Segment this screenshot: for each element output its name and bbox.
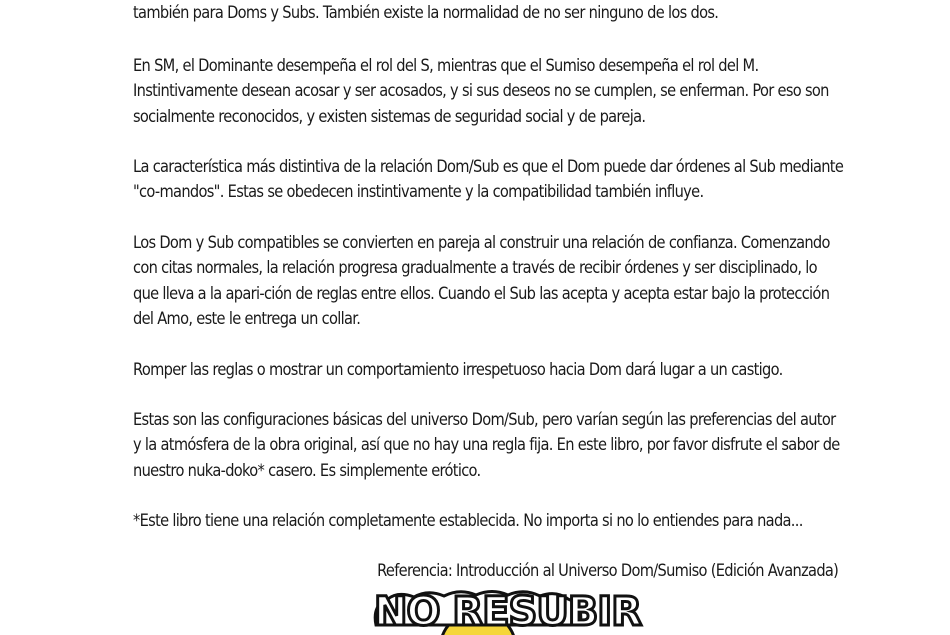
paragraph-text: *Este libro tiene una relación completamente establecida. No importa si no lo entiendes para nada... bbox=[133, 511, 803, 531]
paragraph-punishment bbox=[133, 358, 783, 383]
paragraph-text: La característica más distintiva de la relación Dom/Sub es que el Dom puede dar órdenes al Sub mediante "co-mandos". Estas se obedecen instintivamente y la compatibilidad también influye. bbox=[133, 157, 844, 203]
paragraph-text: En SM, el Dominante desempeña el rol del S, mientras que el Sumiso desempeña el rol del M. Instintivamente desean acosar y ser acosados, y si sus deseos no se cumplen, se enferman. Por eso son socialmente reconocidos, y existen sistemas de seguridad social y de pareja. bbox=[133, 56, 829, 127]
paragraph-text: Romper las reglas o mostrar un comportamiento irrespetuoso hacia Dom dará lugar a un castigo. bbox=[133, 360, 783, 380]
paragraph-sm-roles bbox=[133, 54, 829, 130]
paragraph-basic-settings bbox=[133, 408, 840, 484]
reference-citation: Referencia: Introducción al Universo Dom/Sumiso (Edición Avanzada) bbox=[376, 561, 838, 581]
paragraph-text: Los Dom y Sub compatibles se convierten en pareja al construir una relación de confianza. Comenzando con citas normales, la relación progresa gradualmente a través de recibir órdenes y ser disciplinado, lo que lleva a la apari-ción de reglas entre ellos. Cuando el Sub las acepta y acepta estar bajo la protección del Amo, este le entrega un collar. bbox=[133, 233, 830, 329]
paragraph-commands bbox=[133, 155, 844, 206]
logo-text: NO RESUBIR bbox=[374, 589, 641, 635]
paragraph-intro-tail bbox=[133, 1, 745, 26]
paragraph-footnote bbox=[133, 509, 803, 534]
paragraph-text: también para Doms y Subs. También existe la normalidad de no ser ninguno de los dos. bbox=[133, 3, 719, 23]
paragraph-text: Estas son las configuraciones básicas del universo Dom/Sub, pero varían según las preferencias del autor y la atmósfera de la obra original, así que no hay una regla fija. En este libro, por favor disfrute el sabor de nuestro nuka-doko* casero. Es simplemente erótico. bbox=[133, 410, 840, 481]
no-reupload-logo bbox=[368, 587, 641, 635]
paragraph-compatible-pairs bbox=[133, 231, 830, 332]
